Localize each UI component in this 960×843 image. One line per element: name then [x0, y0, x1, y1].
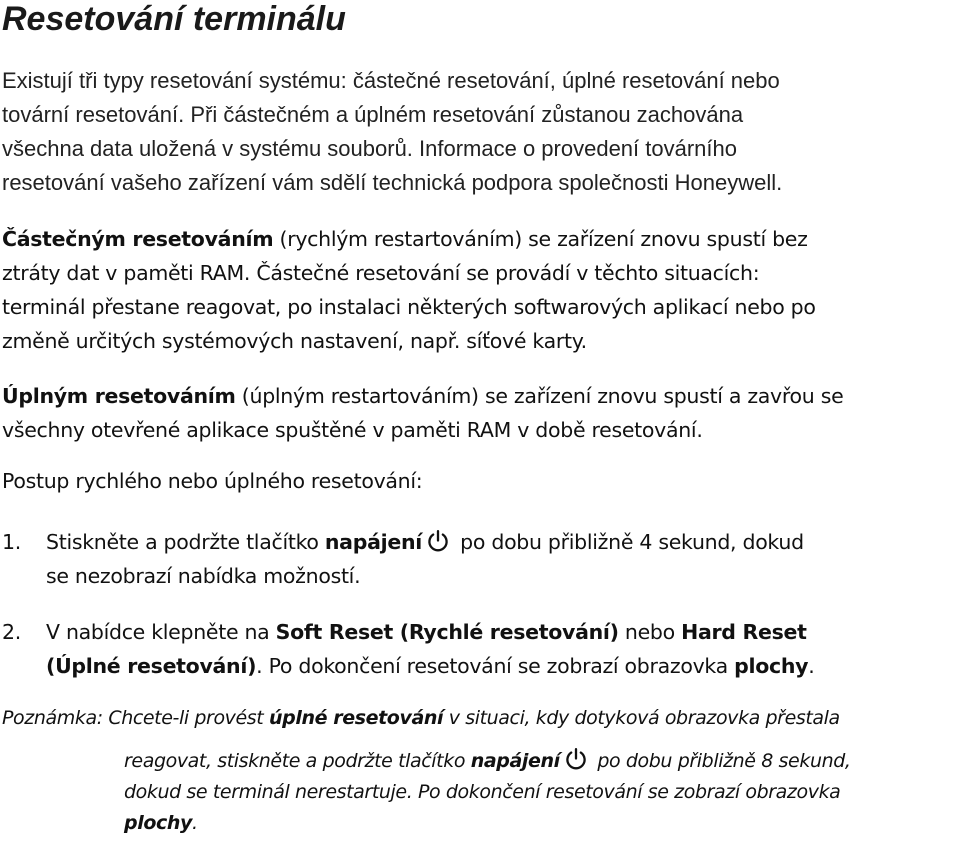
intro-paragraph: Existují tři typy resetování systému: částečné resetování, úplné resetování nebo tovární resetování. Při částečném a úplném resetování zůstanou zachována všechna data uložená v systému souborů. Informace o provedení továrního resetování vašeho zařízení vám sdělí technická podpora společnosti Honeywell. [2, 68, 783, 195]
step-1: 1. Stiskněte a podržte tlačítko napájení po dobu přibližně 4 sekund, dokud se nezobrazí nabídka možností. [2, 525, 804, 593]
note-label: Poznámka: [2, 707, 103, 729]
soft-reset-paragraph: Částečným resetováním (rychlým restartováním) se zařízení znovu spustí bez ztráty dat v paměti RAM. Částečné resetování se provádí v těchto situacích: terminál přestane reagovat, po instalaci některých softwarových aplikací nebo po změně určitých systémových nastavení, např. síťové karty. [2, 227, 816, 353]
note: Poznámka: Chcete-li provést úplné resetování v situaci, kdy dotyková obrazovka přestala reagovat, stiskněte a podržte tlačítko napájení po dobu přibližně 8 sekund, dokud se terminál nerestartuje. Po dokončení resetování se zobrazí obrazovka plochy. [2, 707, 851, 834]
hard-reset-term: Úplným resetováním [2, 384, 236, 408]
step-2: 2. V nabídce klepněte na Soft Reset (Rychlé resetování) nebo Hard Reset (Úplné resetování). Po dokončení resetování se zobrazí obrazovka plochy. [2, 615, 814, 683]
page-title: Resetování terminálu [2, 0, 346, 38]
procedure-heading: Postup rychlého nebo úplného resetování: [2, 469, 423, 493]
step-number: 1. [2, 530, 21, 554]
step-number: 2. [2, 620, 21, 644]
soft-reset-term: Částečným resetováním [2, 227, 274, 251]
hard-reset-paragraph: Úplným resetováním (úplným restartováním) se zařízení znovu spustí a zavřou se všechny otevřené aplikace spuštěné v paměti RAM v době resetování. [2, 384, 844, 442]
power-icon [426, 529, 450, 553]
power-icon [564, 747, 588, 771]
